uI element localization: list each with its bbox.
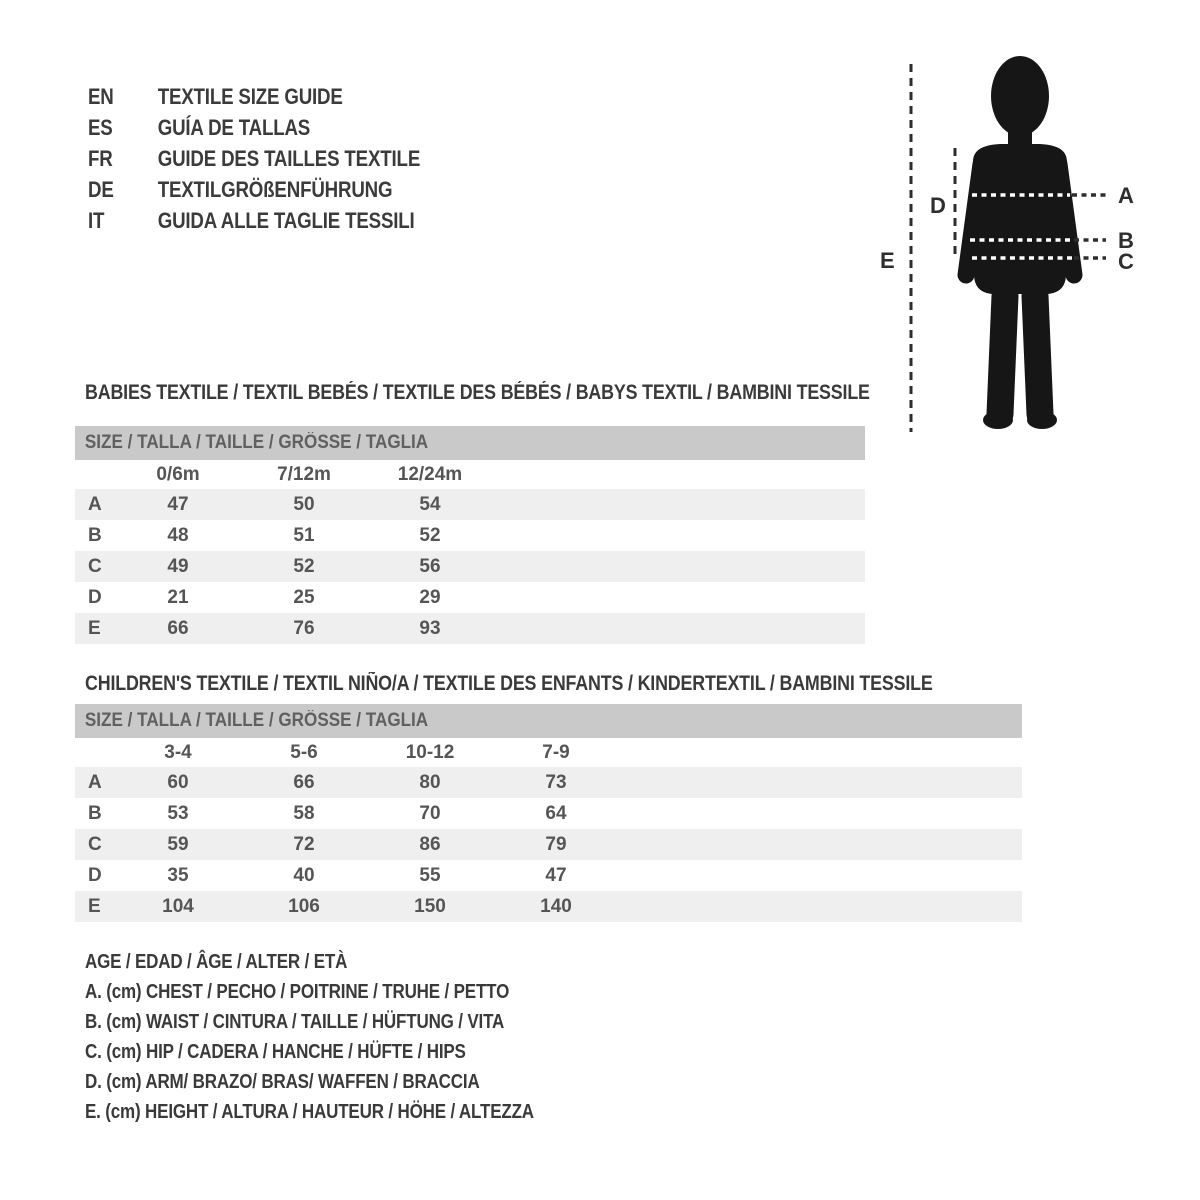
measurement-legend: [85, 947, 613, 1127]
table-cell: 54: [419, 493, 441, 515]
row-label: A: [88, 493, 102, 515]
lang-title: GUÍA DE TALLAS: [157, 114, 311, 140]
column-header: 7/12m: [277, 464, 331, 485]
measure-label-a: A: [1118, 183, 1134, 208]
babies-size-table: [75, 426, 865, 644]
table-cell: 55: [419, 864, 441, 886]
column-header: 7-9: [542, 742, 570, 763]
table-row-c: [75, 829, 1022, 860]
lang-code: ES: [88, 114, 113, 140]
table-cell: 40: [293, 864, 315, 886]
table-cell: 79: [545, 833, 567, 855]
column-header-row: [75, 739, 1022, 767]
legend-chest: A. (cm) CHEST / PECHO / POITRINE / TRUHE / PETTO: [85, 980, 510, 1003]
legend-height: E. (cm) HEIGHT / ALTURA / HAUTEUR / HÖHE / ALTEZZA: [85, 1100, 534, 1123]
lang-row-fr: [88, 143, 420, 174]
table-cell: 60: [167, 771, 189, 793]
legend-hip: C. (cm) HIP / CADERA / HANCHE / HÜFTE / HIPS: [85, 1040, 466, 1063]
table-row-d: [75, 860, 1022, 891]
row-label: C: [88, 555, 102, 577]
lang-row-en: [88, 81, 420, 112]
lang-row-it: [88, 205, 420, 236]
row-label: E: [88, 895, 101, 917]
row-label: B: [88, 802, 102, 824]
size-header-label: SIZE / TALLA / TAILLE / GRÖSSE / TAGLIA: [84, 710, 429, 731]
table-cell: 59: [167, 833, 189, 855]
table-cell: 47: [545, 864, 567, 886]
legend-arm: D. (cm) ARM/ BRAZO/ BRAS/ WAFFEN / BRACCIA: [85, 1070, 480, 1093]
lang-row-de: [88, 174, 420, 205]
size-header-label: SIZE / TALLA / TAILLE / GRÖSSE / TAGLIA: [84, 432, 429, 453]
table-cell: 29: [419, 586, 441, 608]
size-header-bar: [75, 426, 865, 460]
lang-title: TEXTILGRÖßENFÜHRUNG: [157, 176, 393, 202]
lang-code: DE: [88, 176, 114, 202]
size-header-bar: [75, 704, 1022, 738]
column-header-row: [75, 461, 865, 489]
table-cell: 35: [167, 864, 189, 886]
table-cell: 80: [419, 771, 441, 793]
table-cell: 51: [293, 524, 315, 546]
table-cell: 66: [293, 771, 315, 793]
table-row-a: [75, 489, 865, 520]
table-row-c: [75, 551, 865, 582]
table-cell: 73: [545, 771, 567, 793]
lang-code: IT: [88, 207, 105, 233]
lang-title: GUIDA ALLE TAGLIE TESSILI: [157, 207, 415, 233]
table-row-e: [75, 891, 1022, 922]
table-cell: 58: [293, 802, 315, 824]
child-silhouette-diagram: [860, 48, 1160, 448]
legend-age: AGE / EDAD / ÂGE / ALTER / ETÀ: [85, 950, 348, 973]
row-label: D: [88, 586, 102, 608]
children-size-table: [75, 704, 1022, 922]
table-cell: 76: [293, 617, 315, 639]
table-cell: 49: [167, 555, 189, 577]
measure-label-b: B: [1118, 228, 1134, 253]
table-cell: 21: [167, 586, 189, 608]
table-row-b: [75, 520, 865, 551]
measure-label-c: C: [1118, 249, 1134, 274]
row-label: E: [88, 617, 101, 639]
table-row-a: [75, 767, 1022, 798]
table-row-d: [75, 582, 865, 613]
table-cell: 86: [419, 833, 441, 855]
table-cell: 25: [293, 586, 315, 608]
table-cell: 48: [167, 524, 189, 546]
table-cell: 47: [167, 493, 189, 515]
row-label: C: [88, 833, 102, 855]
table-cell: 56: [419, 555, 441, 577]
table-cell: 64: [545, 802, 567, 824]
row-label: A: [88, 771, 102, 793]
table-cell: 50: [293, 493, 315, 515]
table-cell: 72: [293, 833, 315, 855]
lang-title: GUIDE DES TAILLES TEXTILE: [157, 145, 421, 171]
column-header: 12/24m: [397, 464, 463, 485]
row-label: D: [88, 864, 102, 886]
row-label: B: [88, 524, 102, 546]
table-row-b: [75, 798, 1022, 829]
table-cell: 104: [162, 895, 194, 917]
table-cell: 52: [293, 555, 315, 577]
table-cell: 140: [540, 895, 572, 917]
column-header: 3-4: [164, 742, 192, 763]
children-table-title: CHILDREN'S TEXTILE / TEXTIL NIÑO/A / TEXTILE DES ENFANTS / KINDERTEXTIL / BAMBINI TESSILE: [85, 672, 933, 695]
table-row-e: [75, 613, 865, 644]
column-header: 0/6m: [156, 464, 200, 485]
lang-code: EN: [88, 83, 114, 109]
measure-label-d: D: [930, 193, 946, 218]
table-cell: 106: [288, 895, 320, 917]
table-cell: 52: [419, 524, 441, 546]
column-header: 5-6: [290, 742, 318, 763]
babies-table-title: BABIES TEXTILE / TEXTIL BEBÉS / TEXTILE DES BÉBÉS / BABYS TEXTIL / BAMBINI TESSILE: [85, 381, 870, 404]
child-silhouette: [966, 56, 1074, 429]
table-cell: 70: [419, 802, 441, 824]
measure-label-e: E: [880, 248, 895, 273]
legend-waist: B. (cm) WAIST / CINTURA / TAILLE / HÜFTUNG / VITA: [85, 1010, 505, 1033]
column-header: 10-12: [405, 742, 455, 763]
table-cell: 93: [419, 617, 441, 639]
table-cell: 66: [167, 617, 189, 639]
lang-title: TEXTILE SIZE GUIDE: [157, 83, 343, 109]
table-cell: 53: [167, 802, 189, 824]
table-cell: 150: [414, 895, 446, 917]
lang-code: FR: [88, 145, 113, 171]
lang-row-es: [88, 112, 420, 143]
language-title-list: [88, 81, 420, 236]
